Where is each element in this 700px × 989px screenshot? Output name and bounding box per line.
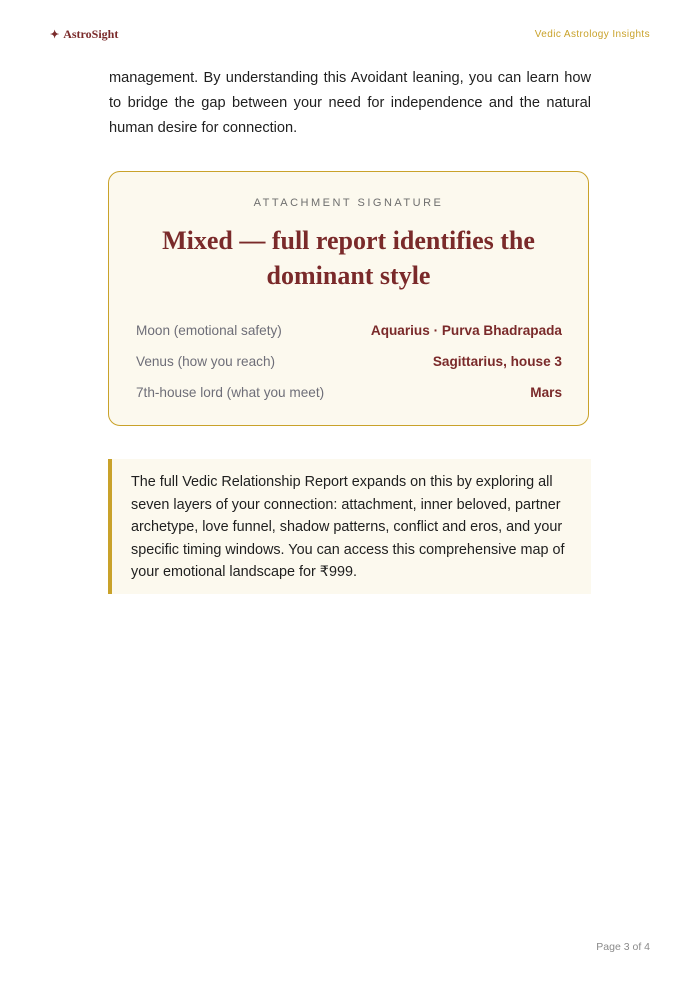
callout-text: The full Vedic Relationship Report expands on this by exploring all seven layers of your connection: attachment, inner beloved, partner archetype, love funnel, shadow patterns, conflict and eros, and your specific timing windows. You can access this comprehensive map of your emotional landscape for ₹999. — [131, 474, 565, 580]
page-number: Page 3 of 4 — [596, 941, 650, 953]
sparkle-icon: ✦ — [50, 28, 60, 41]
placement-row-7th-lord — [136, 377, 562, 408]
card-label: ATTACHMENT SIGNATURE — [253, 197, 444, 209]
attachment-signature-card — [108, 171, 589, 426]
page-header — [50, 26, 650, 42]
placement-value: Sagittarius, house 3 — [432, 354, 562, 369]
report-callout — [108, 459, 591, 594]
placement-label: Venus (how you reach) — [136, 354, 276, 369]
placement-label: 7th-house lord (what you meet) — [136, 385, 325, 400]
placement-row-venus — [136, 346, 562, 377]
placement-list — [136, 315, 562, 408]
card-title: Mixed — full report identifies the dominant style — [162, 226, 535, 290]
brand-name: AstroSight — [63, 26, 119, 41]
placement-row-moon — [136, 315, 562, 346]
placement-value: Mars — [530, 385, 562, 400]
placement-label: Moon (emotional safety) — [136, 323, 282, 338]
brand-logo — [50, 27, 118, 42]
header-tagline: Vedic Astrology Insights — [534, 28, 650, 40]
placement-value: Aquarius · Purva Bhadrapada — [370, 323, 562, 338]
intro-paragraph: management. By understanding this Avoidant leaning, you can learn how to bridge the gap between your need for independence and the natural human desire for connection. — [109, 70, 591, 136]
